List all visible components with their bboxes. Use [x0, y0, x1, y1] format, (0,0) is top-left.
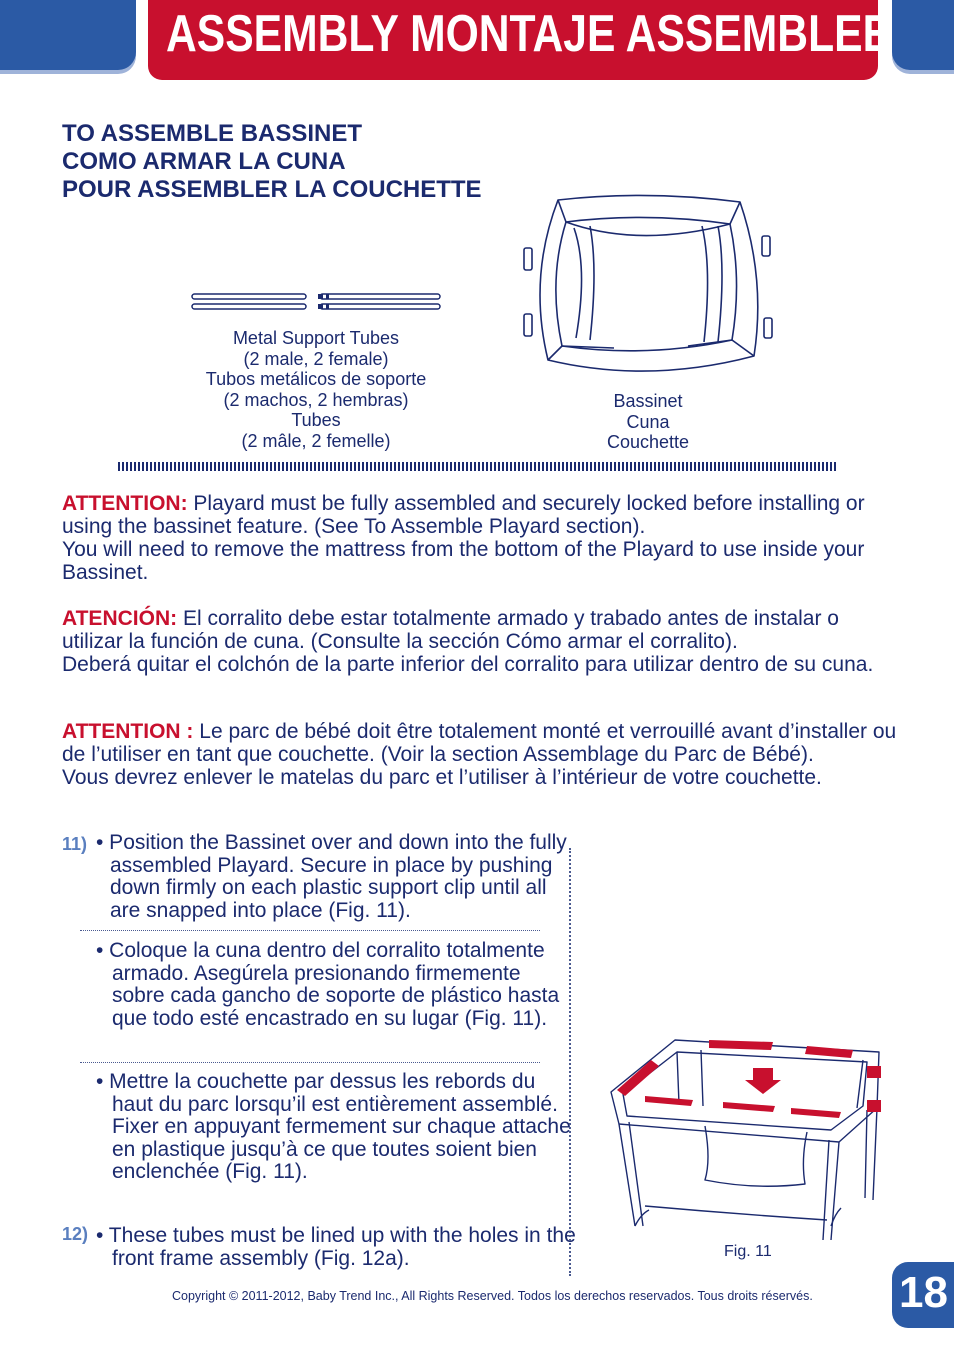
tubes-caption-line: (2 male, 2 female) [243, 348, 389, 369]
bassinet-caption-line: Bassinet [613, 391, 683, 411]
step-11-es: • Coloque la cuna dentro del corralito totalmente armado. Asegúrela presionando firmemente sobre cada gancho de soporte de plástico hasta que todo esté encastrado en su lugar (Fig. 11). [96, 939, 560, 1030]
page-number: 18 [899, 1268, 948, 1317]
attention-text-2: You will need to remove the mattress from the bottom of the Playard to use inside your Bassinet. [62, 538, 865, 584]
metal-tubes-illustration [190, 292, 444, 312]
tubes-caption-line: (2 mâle, 2 femelle) [241, 430, 391, 451]
attention-es [62, 607, 902, 676]
attention-text: Le parc de bébé doit être totalement monté et verrouillé avant d’installer ou de l’utiliser en tant que couchette. (Voir la section Assemblage du Parc de Bébé). [62, 720, 897, 766]
attention-fr [62, 720, 902, 789]
tubes-caption-line: (2 machos, 2 hembras) [223, 389, 409, 410]
attention-en [62, 492, 902, 584]
dotted-separator [80, 1062, 540, 1063]
section-title-es: COMO ARMAR LA CUNA [62, 148, 346, 175]
page-title: ASSEMBLY MONTAJE ASSEMBLEE [166, 5, 892, 63]
step-11-en: • Position the Bassinet over and down into the fully assembled Playard. Secure in place by pushing down firmly on each plastic support clip until all are snapped into place (Fig. 11). [96, 831, 567, 922]
step-11-fr: • Mettre la couchette par dessus les rebords du haut du parc lorsqu’il est entièrement assemblé. Fixer en appuyant fermement sur chaque attache en plastique jusqu’à ce que toutes soient bien enclenchée (Fig. 11). [96, 1070, 571, 1184]
attention-label: ATTENTION: [62, 492, 188, 515]
bassinet-illustration [518, 188, 774, 388]
section-title-fr: POUR ASSEMBLER LA COUCHETTE [62, 176, 482, 203]
header-tab-left [0, 0, 136, 70]
playard-figure [605, 1030, 887, 1240]
section-divider [118, 462, 836, 471]
tubes-caption-line: Tubes [291, 410, 341, 431]
attention-label: ATENCIÓN: [62, 607, 178, 630]
step-number: 12) [62, 1224, 89, 1244]
section-title-en: TO ASSEMBLE BASSINET [62, 120, 363, 147]
section-title [62, 120, 482, 204]
attention-text: Playard must be fully assembled and securely locked before installing or using the bassinet feature. (See To Assemble Playard section). [62, 492, 865, 538]
tubes-caption [186, 328, 446, 452]
attention-text-2: Vous devrez enlever le matelas du parc et l’utiliser à l’intérieur de votre couchette. [62, 766, 822, 789]
attention-label: ATTENTION : [62, 720, 194, 743]
header-tab-right [892, 0, 954, 70]
attention-text-2: Deberá quitar el colchón de la parte inferior del corralito para utilizar dentro de su cuna. [62, 653, 874, 676]
dotted-separator [80, 930, 540, 931]
tubes-caption-line: Tubos metálicos de soporte [205, 369, 427, 390]
figure-caption: Fig. 11 [724, 1243, 772, 1260]
tubes-caption-line: Metal Support Tubes [232, 328, 400, 348]
attention-text: El corralito debe estar totalmente armado y trabado antes de instalar o utilizar la función de cuna. (Consulte la sección Cómo armar el corralito). [62, 607, 839, 653]
step-number: 11) [62, 834, 88, 854]
copyright-footer: Copyright © 2011-2012, Baby Trend Inc., All Rights Reserved. Todos los derechos reservados. Tous droits réservés. [172, 1289, 813, 1303]
header-banner [148, 0, 892, 80]
bassinet-caption-line: Couchette [606, 432, 690, 453]
bassinet-caption-line: Cuna [626, 411, 670, 432]
bassinet-caption [588, 391, 708, 453]
vertical-dotted-separator [569, 848, 571, 1276]
step-12-en: • These tubes must be lined up with the holes in the front frame assembly (Fig. 12a). [96, 1224, 576, 1270]
